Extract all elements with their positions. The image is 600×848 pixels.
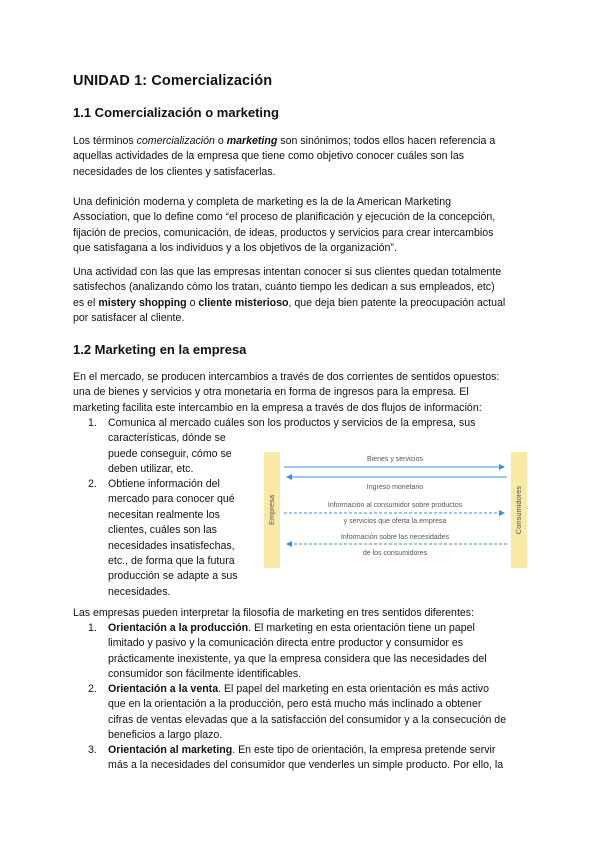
section-1-paragraph-2: [73, 195, 533, 257]
orientation-title: Orientación a la venta: [108, 683, 219, 695]
paragraph-line: [73, 134, 533, 149]
orientation-item-produccion: [108, 621, 487, 683]
list-line: necesidades.: [108, 585, 171, 598]
list-line: necesidades insatisfechas,: [108, 539, 235, 552]
section-1-paragraph-1: [73, 134, 533, 180]
paragraph-line: marketing facilita este intercambio en la empresa a través de dos flujos de información:: [73, 401, 482, 414]
paragraph-line: Una definición moderna y completa de marketing es la de la American Marketing: [73, 196, 452, 208]
list-number: 1.: [88, 417, 97, 429]
list-line: [108, 621, 487, 636]
text-run: Los términos: [73, 135, 137, 147]
list-line: producción se adapte a sus: [108, 570, 238, 583]
paragraph-line: una de bienes y servicios y otra monetaria en forma de ingresos para la empresa. El: [73, 386, 469, 399]
paragraph-line: aquellas actividades de la empresa que tiene como objetivo conocer cuáles son las: [73, 150, 465, 163]
paragraph-line: por satisfacer al cliente.: [73, 312, 185, 325]
flow-label-info-consumidor-2: y servicios que oferta la empresa: [343, 518, 447, 525]
paragraph-line: satisfechos (analizando cómo los tratan, cuánto tiempo les dedican a sus empleados, etc): [73, 281, 495, 294]
text-run: o: [214, 135, 227, 147]
flow-label-ingreso: Ingreso monetario: [366, 484, 424, 491]
list-line: Obtiene información del: [108, 478, 220, 490]
section-2-title: 1.2 Marketing en la empresa: [73, 342, 247, 357]
list-line: características, dónde se: [108, 432, 226, 445]
text-run: . El papel del marketing en esta orientación es más activo: [218, 683, 489, 695]
paragraph-line: [73, 296, 533, 311]
list-number: 2.: [88, 478, 97, 490]
orientation-title: Orientación al marketing: [108, 744, 233, 756]
list-line: cifras de ventas elevadas que a la satisfacción del consumidor y a la consecución de: [108, 713, 507, 726]
consumidores-label: Consumidores: [513, 485, 523, 535]
paragraph-line: Las empresas pueden interpretar la filosofía de marketing en tres sentidos diferentes:: [73, 607, 475, 619]
list-line: [108, 682, 506, 697]
list-line: más a la necesidades del consumidor que venderles un simple producto. Por ello, la: [108, 759, 504, 772]
text-run: es el: [73, 296, 99, 309]
orientation-item-venta: [108, 682, 506, 744]
text-run: . En este tipo de orientación, la empresa pretende servir: [232, 744, 496, 756]
list-line: mercado para conocer qué: [108, 493, 235, 506]
list-number: 2.: [88, 683, 97, 695]
section-2-intro: [73, 370, 533, 416]
list-line: deben utilizar, etc.: [108, 463, 194, 476]
flow-label-info-necesidades-2: de los consumidores: [362, 550, 428, 557]
section-1-paragraph-3: [73, 265, 533, 327]
list-line: consumidor son fácilmente identificables.: [108, 668, 302, 681]
flow-label-info-necesidades-1: Información sobre las necesidades: [340, 534, 450, 541]
list-line: beneficios a largo plazo.: [108, 729, 223, 742]
list-line: limitado y pasivo y la comunicación directa entre productor y consumidor es: [108, 637, 464, 650]
list-line: puede conseguir, cómo se: [108, 447, 232, 460]
list-line: clientes, cuáles son las: [108, 524, 217, 537]
term-mistery-shopping: mistery shopping: [98, 296, 187, 309]
list-line: que en la orientación a la producción, pero está mucho más inclinado a obtener: [108, 698, 482, 711]
list-line: [108, 743, 503, 758]
term-marketing: marketing: [226, 135, 278, 147]
unit-heading: UNIDAD 1: Comercialización: [73, 73, 273, 89]
section-1-title: 1.1 Comercialización o marketing: [73, 105, 279, 120]
list-line: necesitan realmente los: [108, 508, 220, 521]
flow-label-info-consumidor-1: Información al consumidor sobre productos: [327, 502, 463, 509]
list-line: etc., de forma que la futura: [108, 555, 235, 568]
paragraph-line: fijación de precios, comunicación, de ideas, productos y servicios para crear intercambios: [73, 226, 494, 239]
term-cliente-misterioso: cliente misterioso: [198, 296, 289, 309]
orientation-title: Orientación a la producción: [108, 622, 249, 634]
empresa-label: Empresa: [266, 494, 276, 526]
paragraph-line: En el mercado, se producen intercambios a través de dos corrientes de sentidos opuestos:: [73, 371, 500, 383]
text-run: . El marketing en esta orientación tiene un papel: [248, 622, 475, 634]
list-item: [108, 477, 238, 600]
list-number: 3.: [88, 744, 97, 756]
philosophy-intro: [73, 606, 533, 621]
term-comercializacion: comercialización: [136, 135, 215, 147]
text-run: son sinónimos; todos ellos hacen referencia a: [277, 135, 496, 147]
paragraph-line: Association, que lo define como “el proceso de planificación y ejecución de la concepción,: [73, 211, 496, 224]
flow-label-bienes: Bienes y servicios: [366, 456, 424, 463]
list-line: Comunica al mercado cuáles son los productos y servicios de la empresa, sus: [108, 417, 476, 429]
text-run: , que deja bien patente la preocupación actual: [288, 296, 506, 309]
orientation-item-marketing: [108, 743, 503, 774]
paragraph-line: necesidades de los clientes y satisfacerlas.: [73, 165, 276, 178]
marketing-flows-diagram: [264, 452, 528, 568]
list-line: prácticamente inexistente, ya que la empresa considera que las necesidades del: [108, 652, 487, 665]
list-number: 1.: [88, 622, 97, 634]
text-run: o: [186, 296, 199, 309]
paragraph-line: que satisfagana a los individuos y a los objetivos de la organización”.: [73, 242, 397, 255]
paragraph-line: Una actividad con las que las empresas intentan conocer si sus clientes quedan totalmente: [73, 266, 502, 278]
